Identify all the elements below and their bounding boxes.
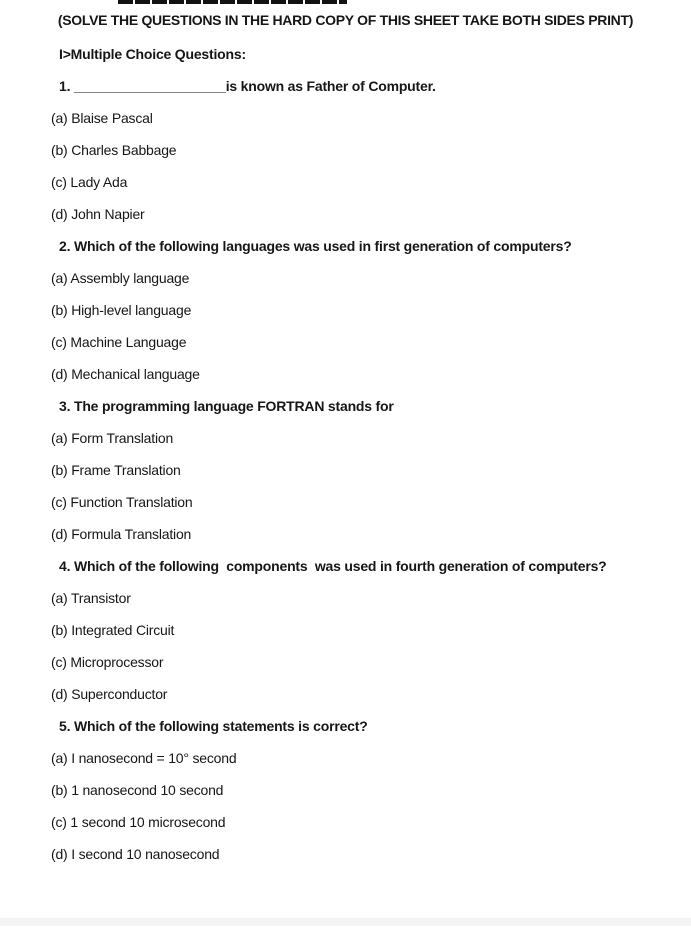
question-4: 4. Which of the following components was used in fourth generation of computers?: [59, 558, 607, 574]
sheet-instruction-header: (SOLVE THE QUESTIONS IN THE HARD COPY OF THIS SHEET TAKE BOTH SIDES PRINT): [57, 12, 634, 28]
page-edge-band: [0, 918, 691, 926]
question-5-option-c: (c) 1 second 10 microsecond: [51, 814, 226, 830]
question-3: 3. The programming language FORTRAN stands for: [59, 398, 394, 414]
question-5-option-a: (a) I nanosecond = 10° second: [51, 750, 237, 766]
question-1: 1. ____________________is known as Father of Computer.: [59, 78, 436, 94]
question-list: [0, 38, 691, 870]
question-2-option-b: (b) High-level language: [51, 302, 192, 318]
question-5-option-b: (b) 1 nanosecond 10 second: [51, 782, 224, 798]
question-1-option-a: (a) Blaise Pascal: [51, 110, 153, 126]
question-1-option-d: (d) John Napier: [51, 206, 145, 222]
question-3-option-d: (d) Formula Translation: [51, 526, 192, 542]
question-5-option-d: (d) I second 10 nanosecond: [51, 846, 220, 862]
question-2: 2. Which of the following languages was used in first generation of computers?: [59, 238, 572, 254]
question-3-option-a: (a) Form Translation: [51, 430, 174, 446]
question-5: 5. Which of the following statements is correct?: [59, 718, 368, 734]
question-2-option-c: (c) Machine Language: [51, 334, 187, 350]
question-2-option-a: (a) Assembly language: [51, 270, 190, 286]
question-2-option-d: (d) Mechanical language: [51, 366, 200, 382]
question-4-option-c: (c) Microprocessor: [51, 654, 164, 670]
question-3-option-c: (c) Function Translation: [51, 494, 193, 510]
question-4-option-d: (d) Superconductor: [51, 686, 168, 702]
question-1-option-b: (b) Charles Babbage: [51, 142, 177, 158]
question-4-option-a: (a) Transistor: [51, 590, 131, 606]
section-title: I>Multiple Choice Questions:: [59, 46, 246, 62]
question-1-option-c: (c) Lady Ada: [51, 174, 128, 190]
question-4-option-b: (b) Integrated Circuit: [51, 622, 175, 638]
torn-underscore-line: [118, 0, 347, 4]
question-3-option-b: (b) Frame Translation: [51, 462, 181, 478]
